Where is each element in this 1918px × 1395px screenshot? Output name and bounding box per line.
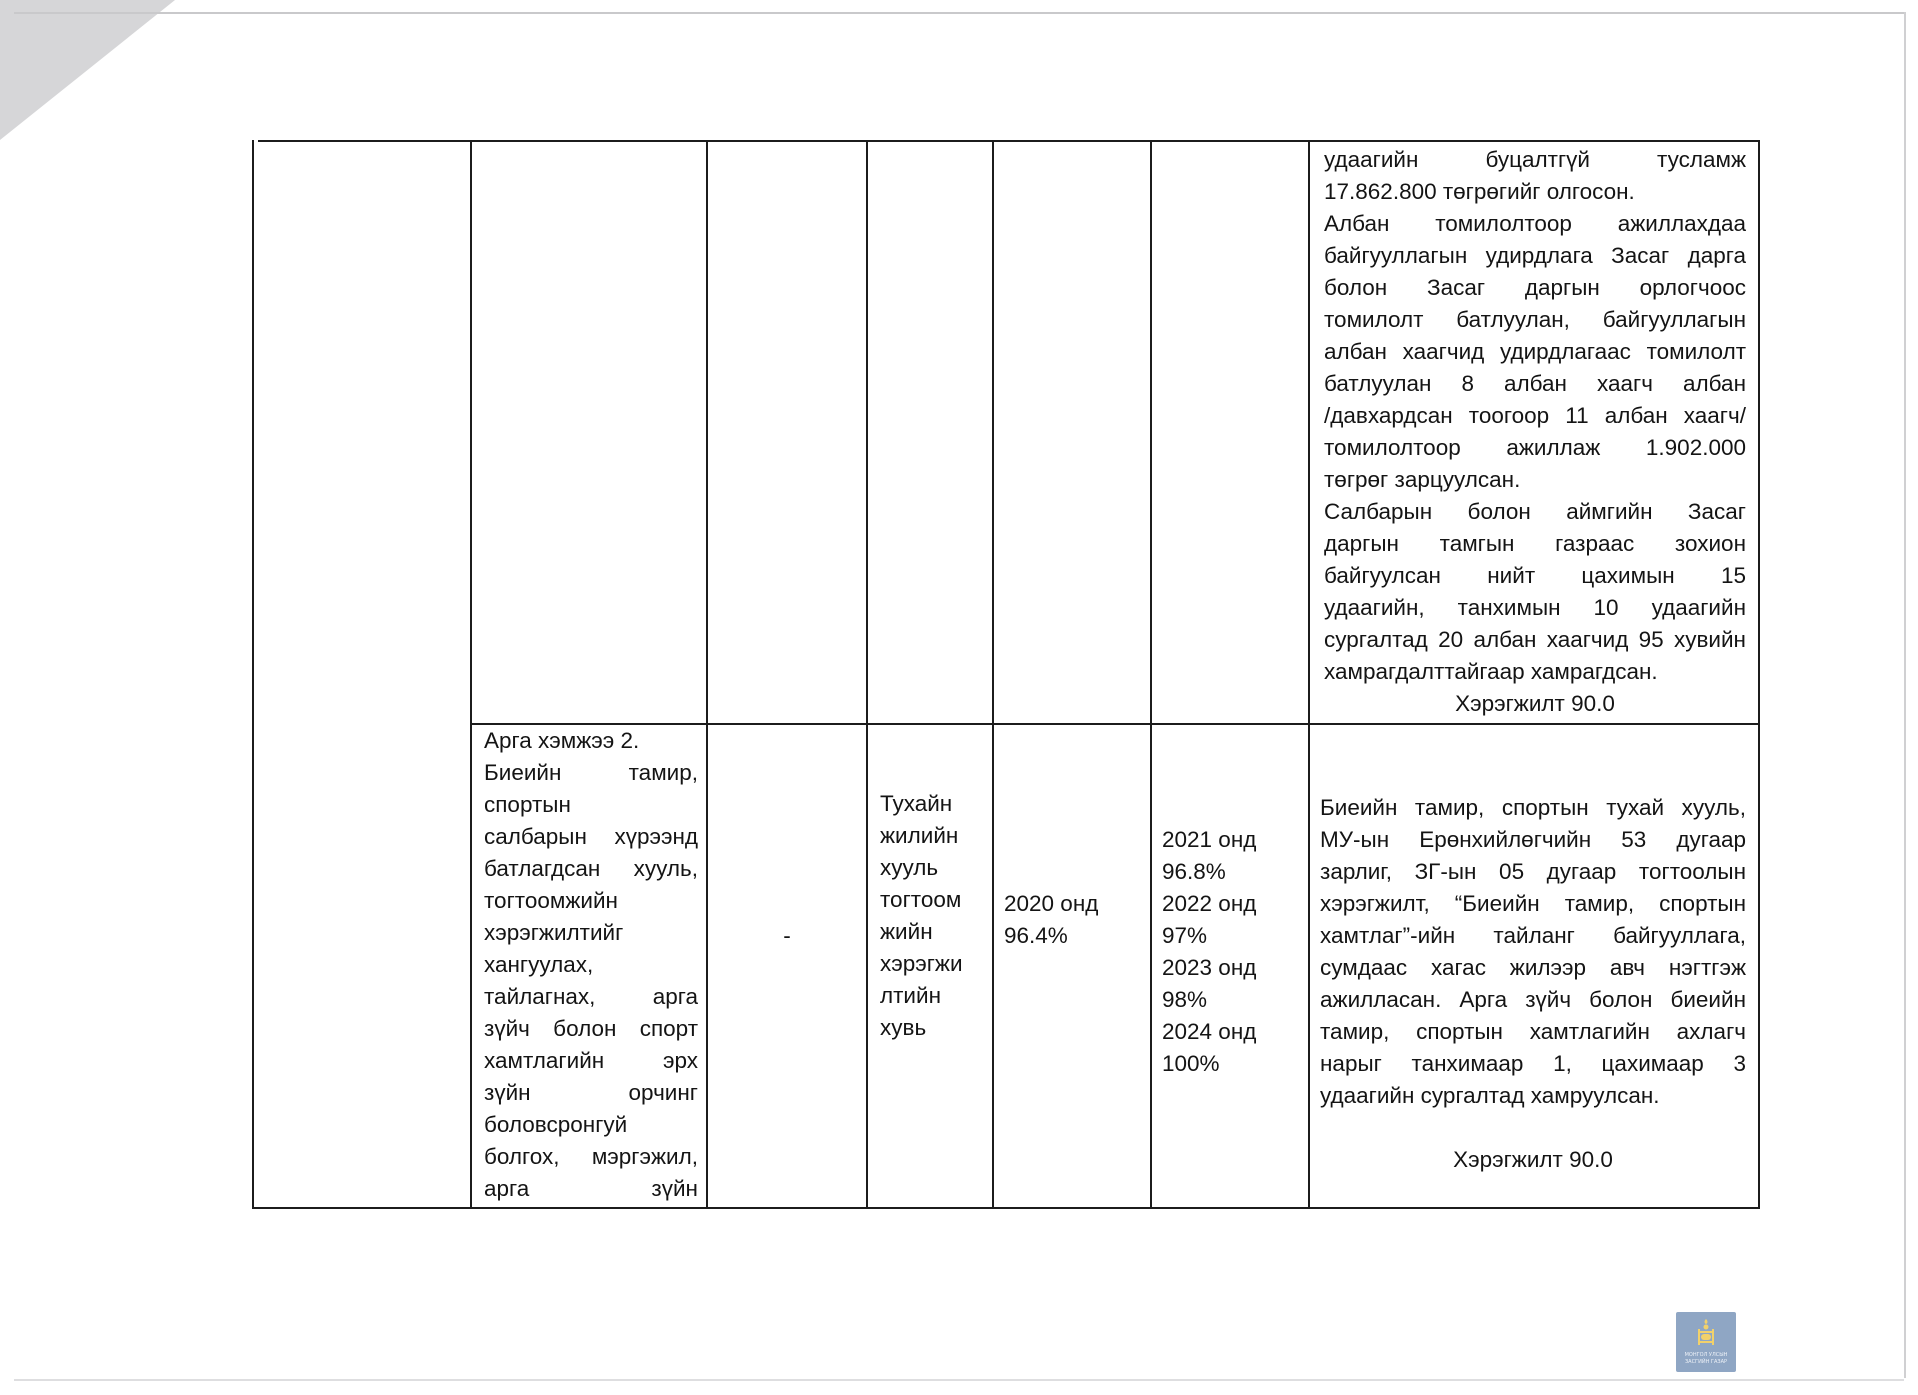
indicator-line: Тухайн [880,791,953,816]
scan-edge-bottom [14,1379,1904,1381]
measure-line: Биеийн тамир, [484,760,698,785]
text-line: батлуулан 8 албан хаагч албан [1324,371,1746,396]
column-divider-3 [866,140,868,1209]
text-line: удаагийн сургалтад хамруулсан. [1320,1083,1660,1108]
baseline-line: 2020 онд [1004,891,1099,916]
row2-results-cell [1320,792,1746,1176]
measure-line: болгох, мэргэжил, [484,1144,698,1169]
column-divider-6 [1308,140,1310,1209]
measure-line: арга зүйн [484,1176,698,1201]
table-border-top [258,140,1760,142]
seal-text-line: МОНГОЛ УЛСЫН [1684,1352,1728,1358]
column-divider-4 [992,140,994,1209]
row2-baseline-cell [1004,888,1148,952]
text-line: хамтлаг”-ийн тайланг байгууллага, [1320,923,1746,948]
target-line: 100% [1162,1051,1220,1076]
table-border-left [252,140,254,1209]
text-line: албан хаагчид удирдлагаас томилолт [1324,339,1746,364]
row2-indicator-cell [880,788,990,1044]
text-line: удаагийн, танхимын 10 удаагийн [1324,595,1746,620]
text-line: төгрөг зарцуулсан. [1324,467,1521,492]
target-line: 2024 онд [1162,1019,1257,1044]
measure-line: боловсронгуй [484,1112,628,1137]
text-line: томилолт батлуулан, байгууллагын [1324,307,1746,332]
text-line: даргын тамгын газраас зохион [1324,531,1746,556]
text-line: хамрагдалттайгаар хамрагдсан. [1324,659,1658,684]
indicator-line: лтийн [880,983,941,1008]
text-line: байгууллагын удирдлага Засаг дарга [1324,243,1746,268]
row1-results-cell [1324,144,1746,720]
soyombo-emblem-icon [1697,1318,1715,1346]
indicator-line: жийн [880,919,933,944]
measure-line: спортын [484,792,571,817]
target-line: 2021 онд [1162,827,1257,852]
indicator-line: тогтоом [880,887,962,912]
table-border-bottom [252,1207,1760,1209]
government-seal [1676,1312,1736,1372]
column-divider-1 [470,140,472,1209]
text-line: тамир, спортын хамтлагийн ахлагч [1320,1019,1746,1044]
indicator-line: хувь [880,1015,927,1040]
target-line: 2023 онд [1162,955,1257,980]
measure-line: зүйн орчинг [484,1080,698,1105]
column-divider-5 [1150,140,1152,1209]
baseline-line: 96.4% [1004,923,1068,948]
text-line: хэрэгжилт, “Биеийн тамир, спортын [1320,891,1746,916]
text-line: болон Засаг даргын орлогчоос [1324,275,1746,300]
text-line: сургалтад 20 албан хаагчид 95 хувийн [1324,627,1746,652]
row2-dash-cell [708,920,866,952]
text-line: Албан томилолтоор ажиллахдаа [1324,211,1746,236]
target-line: 96.8% [1162,859,1226,884]
row2-measure-cell [484,725,698,1205]
measure-line: тогтоомжийн [484,888,618,913]
indicator-line: хэрэгжи [880,951,963,976]
measure-line: тайлагнах, арга [484,984,698,1009]
text-line: байгуулсан нийт цахимын 15 [1324,563,1746,588]
text-line: 17.862.800 төгрөгийг олгосон. [1324,179,1635,204]
report-table [252,140,1760,1209]
target-line: 98% [1162,987,1208,1012]
result-line: Хэрэгжилт 90.0 [1455,691,1615,716]
measure-line: хамтлагийн эрх [484,1048,698,1073]
scan-edge-top [14,12,1904,14]
column-divider-2 [706,140,708,1209]
text-line: томилолтоор ажиллаж 1.902.000 [1324,435,1746,460]
text-line: нарыг танхимаар 1, цахимаар 3 [1320,1051,1746,1076]
measure-line: батлагдсан хууль, [484,856,698,881]
measure-line: хангуулах, [484,952,594,977]
indicator-line: жилийн [880,823,959,848]
text-line: МУ-ын Ерөнхийлөгчийн 53 дугаар [1320,827,1746,852]
text-line: Биеийн тамир, спортын тухай хууль, [1320,795,1746,820]
table-border-right [1758,140,1760,1209]
dash-value: - [783,923,791,948]
text-line: зарлиг, ЗГ-ын 05 дугаар тогтоолын [1320,859,1746,884]
measure-line: хэрэгжилтийг [484,920,624,945]
seal-text-line: ЗАСГИЙН ГАЗАР [1684,1359,1728,1365]
text-line: /давхардсан тоогоор 11 албан хаагч/ [1324,403,1746,428]
indicator-line: хууль [880,855,939,880]
measure-line: Арга хэмжээ 2. [484,728,640,753]
target-line: 97% [1162,923,1208,948]
text-line: ажилласан. Арга зүйч болон биеийн [1320,987,1746,1012]
row2-target-cell [1162,824,1306,1080]
target-line: 2022 онд [1162,891,1257,916]
result-line: Хэрэгжилт 90.0 [1453,1147,1613,1172]
text-line: Салбарын болон аймгийн Засаг [1324,499,1746,524]
measure-line: зүйч болон спорт [484,1016,698,1041]
text-line: сумдаас хагас жилээр авч нэгтгэж [1320,955,1746,980]
scan-edge-right [1904,12,1906,1378]
text-line: удаагийн буцалтгүй тусламж [1324,147,1746,172]
measure-line: салбарын хүрээнд [484,824,698,849]
scan-shadow-corner [0,0,175,140]
